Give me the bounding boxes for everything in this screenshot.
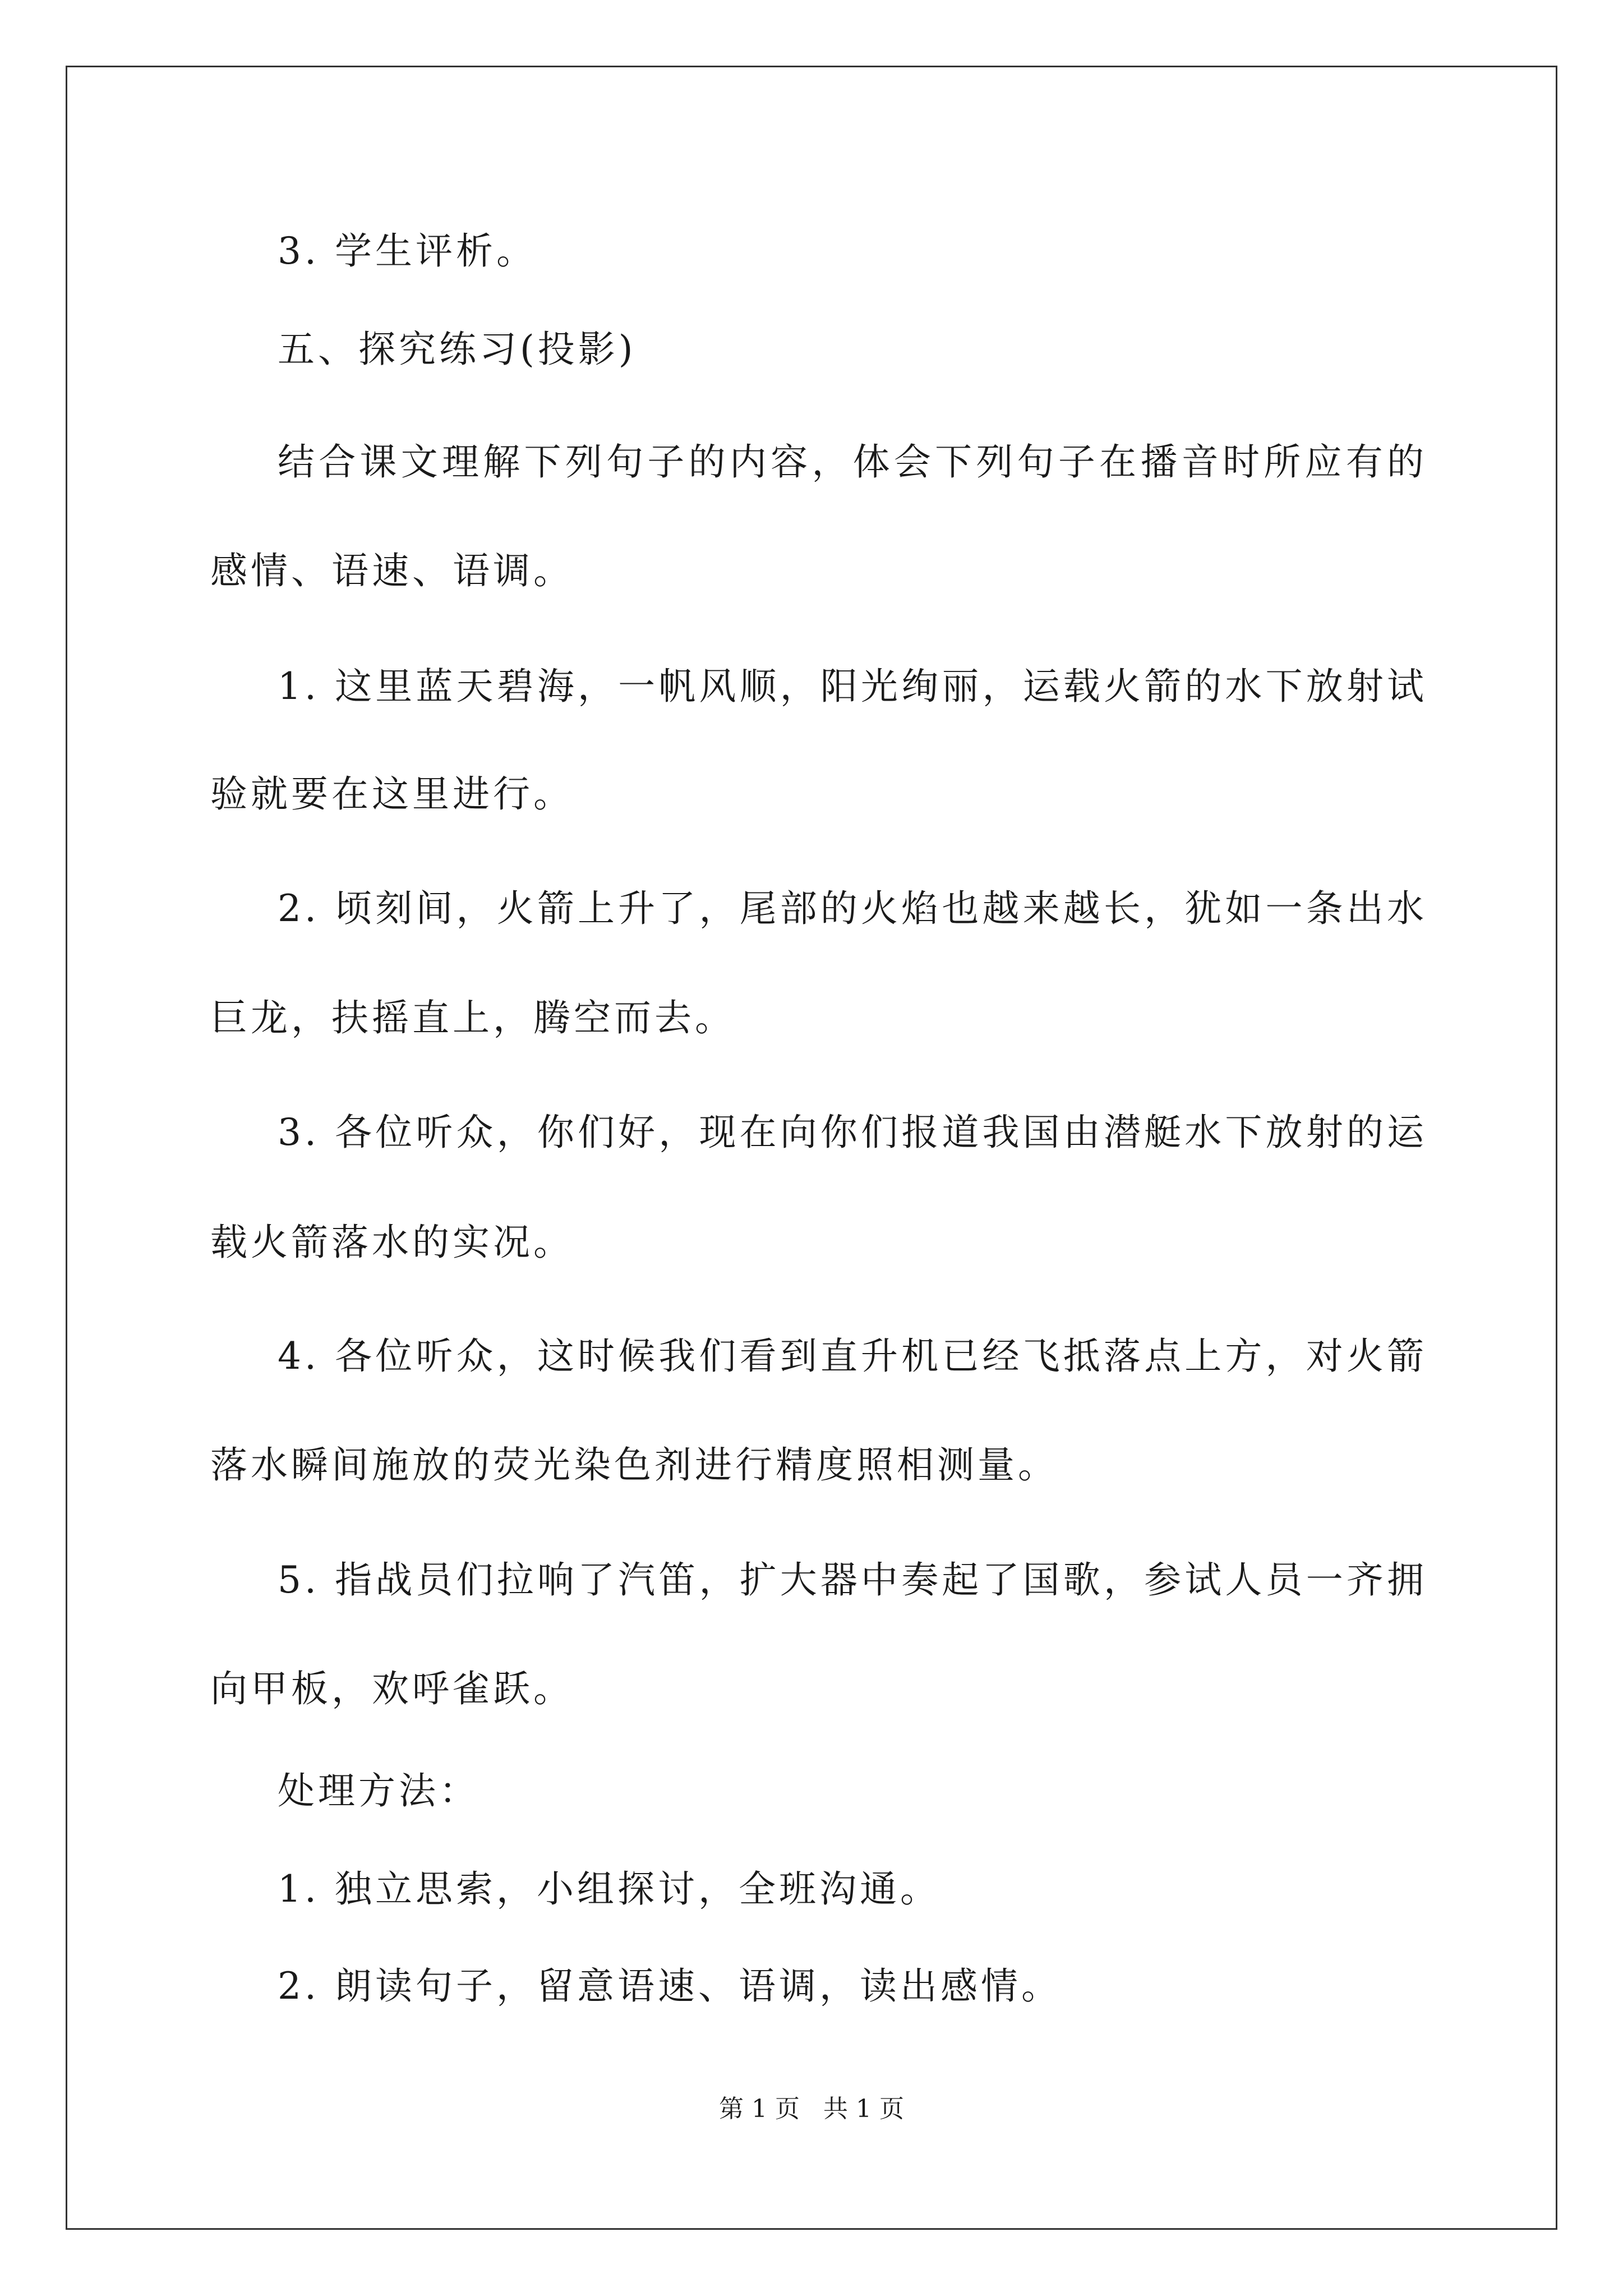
sentence-2-line1: 2. 顷刻间，火箭上升了，尾部的火焰也越来越长，犹如一条出水: [278, 887, 1427, 930]
sentence-1-line1: 1. 这里蓝天碧海，一帆风顺，阳光绚丽，运载火箭的水下放射试: [278, 665, 1427, 708]
sentence-5-line1: 5. 指战员们拉响了汽笛，扩大器中奏起了国歌，参试人员一齐拥: [278, 1558, 1427, 1602]
sentence-2-line2: 巨龙，扶摇直上，腾空而去。: [210, 996, 735, 1039]
page-footer: [0, 2092, 1623, 2126]
method-item-1: 1. 独立思索，小组探讨，全班沟通。: [278, 1867, 940, 1911]
method-item-2: 2. 朗读句子，留意语速、语调，读出感情。: [278, 1964, 1062, 2008]
sentence-4-line1: 4. 各位听众，这时候我们看到直升机已经飞抵落点上方，对火箭: [278, 1335, 1427, 1378]
method-heading: 处理方法：: [278, 1769, 479, 1812]
sentence-4-line2: 落水瞬间施放的荧光染色剂进行精度照相测量。: [210, 1443, 1058, 1487]
paragraph-instruction-line2: 感情、语速、语调。: [210, 549, 574, 592]
paragraph-student-evaluation: 3. 学生评析。: [278, 229, 537, 273]
paragraph-instruction-line1: 结合课文理解下列句子的内容，体会下列句子在播音时所应有的: [278, 440, 1427, 484]
sentence-3-line2: 载火箭落水的实况。: [210, 1221, 574, 1264]
page-total: 共 1 页: [823, 2095, 904, 2123]
section-heading-exercise: 五、探究练习(投影): [278, 328, 637, 371]
sentence-5-line2: 向甲板，欢呼雀跃。: [210, 1667, 574, 1710]
page-number: 第 1 页: [719, 2095, 800, 2123]
sentence-3-line1: 3. 各位听众，你们好，现在向你们报道我国由潜艇水下放射的运: [278, 1111, 1427, 1154]
sentence-1-line2: 验就要在这里进行。: [210, 772, 574, 816]
